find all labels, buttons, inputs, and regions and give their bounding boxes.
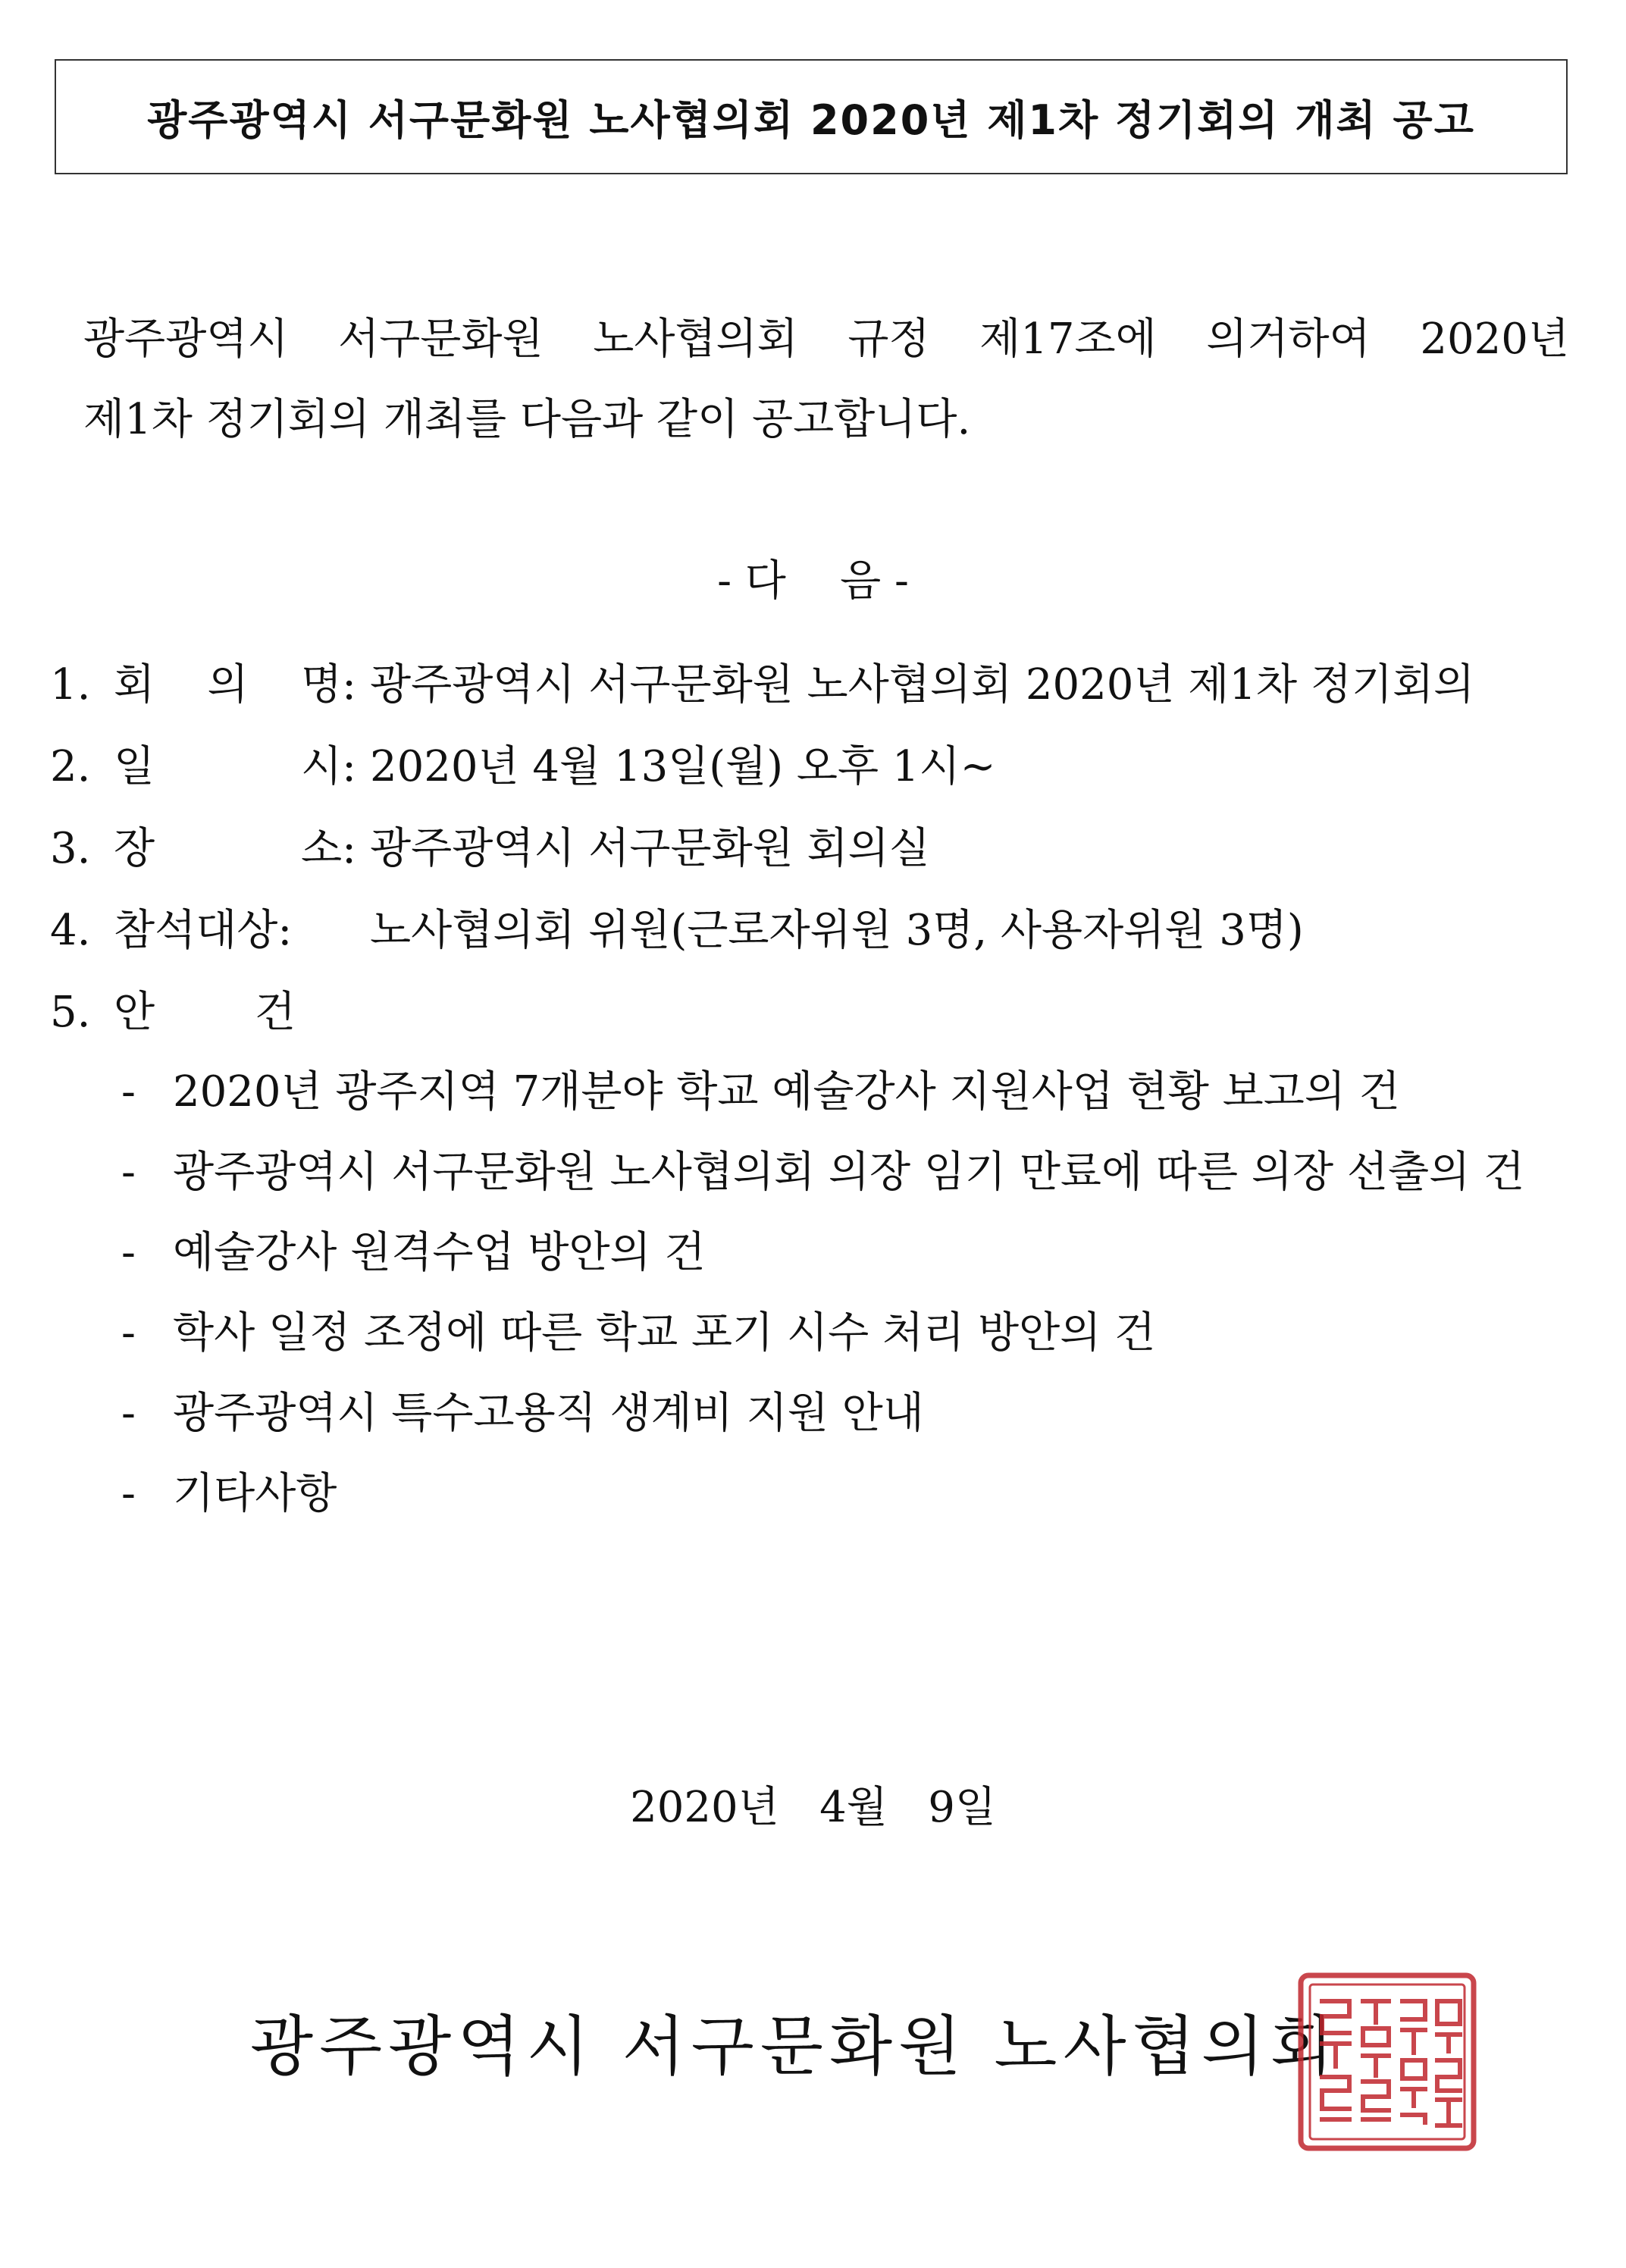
item-number: 2. [50, 742, 91, 791]
agenda-text: 광주광역시 서구문화원 노사협의회 의장 임기 만료에 따른 의장 선출의 건 [173, 1148, 1525, 1197]
item-value [296, 972, 309, 1054]
intro-word: 서구문화원 [338, 315, 544, 364]
agenda-item [121, 1052, 1569, 1132]
item-number: 4. [50, 906, 91, 955]
agenda-dash: - [121, 1389, 136, 1438]
agenda-item [121, 1454, 1569, 1534]
agenda-text: 2020년 광주지역 7개분야 학교 예술강사 지원사업 현황 보고의 건 [173, 1067, 1400, 1117]
document-title: 광주광역시 서구문화원 노사협의회 2020년 제1차 정기회의 개최 공고 [147, 96, 1475, 144]
item-value: 광주광역시 서구문화원 노사협의회 2020년 제1차 정기회의 [370, 660, 1475, 710]
issue-date: 2020년 4월 9일 [630, 1783, 996, 1832]
item-label: 장 소: [114, 824, 356, 873]
agenda-item [121, 1374, 1569, 1454]
item-label: 안 건 [114, 988, 296, 1037]
agenda-text: 학사 일정 조정에 따른 학교 포기 시수 처리 방안의 건 [173, 1308, 1156, 1358]
item-number: 5. [50, 988, 91, 1037]
agenda-item [121, 1132, 1569, 1213]
agenda-dash: - [121, 1469, 136, 1518]
intro-word: 광주광역시 [83, 315, 289, 364]
intro-line-2: 제1차 정기회의 개최를 다음과 같이 공고합니다. [83, 395, 971, 444]
intro-word: 노사협의회 [593, 315, 798, 364]
agenda-dash: - [121, 1148, 136, 1197]
item-number: 1. [50, 660, 91, 710]
detail-item-meeting-name [50, 644, 1474, 726]
intro-word: 제17조에 [979, 315, 1157, 364]
agenda-text: 기타사항 [173, 1469, 337, 1518]
item-value: 광주광역시 서구문화원 회의실 [370, 824, 930, 873]
agenda-dash: - [121, 1067, 136, 1117]
detail-item-datetime [50, 726, 1474, 808]
agenda-dash: - [121, 1308, 136, 1358]
detail-item-attendees [50, 890, 1474, 972]
organization-name: 광주광역시 서구문화원 노사협의회 [250, 2009, 1339, 2085]
agenda-dash: - [121, 1228, 136, 1277]
detail-item-location [50, 808, 1474, 890]
official-seal-icon [1296, 1971, 1478, 2153]
intro-line-1 [83, 299, 1569, 380]
intro-paragraph [83, 299, 1569, 460]
intro-word: 규정 [847, 315, 930, 364]
agenda-list [121, 1052, 1569, 1534]
item-value: 노사협의회 위원(근로자위원 3명, 사용자위원 3명) [370, 906, 1304, 955]
detail-item-agenda [50, 972, 1474, 1054]
item-label: 일 시: [114, 742, 356, 791]
agenda-item [121, 1293, 1569, 1374]
item-label: 회 의 명: [114, 660, 356, 710]
intro-word: 의거하여 [1206, 315, 1371, 364]
section-heading: - 다 음 - [717, 556, 909, 606]
agenda-text: 광주광역시 특수고용직 생계비 지원 안내 [173, 1389, 924, 1438]
detail-list [50, 644, 1474, 1054]
title-box [55, 59, 1568, 174]
item-label: 참석대상: [114, 906, 293, 955]
item-value: 2020년 4월 13일(월) 오후 1시~ [370, 742, 996, 791]
agenda-item [121, 1213, 1569, 1293]
item-number: 3. [50, 824, 91, 873]
agenda-text: 예술강사 원격수업 방안의 건 [173, 1228, 706, 1277]
intro-word: 2020년 [1420, 315, 1569, 364]
